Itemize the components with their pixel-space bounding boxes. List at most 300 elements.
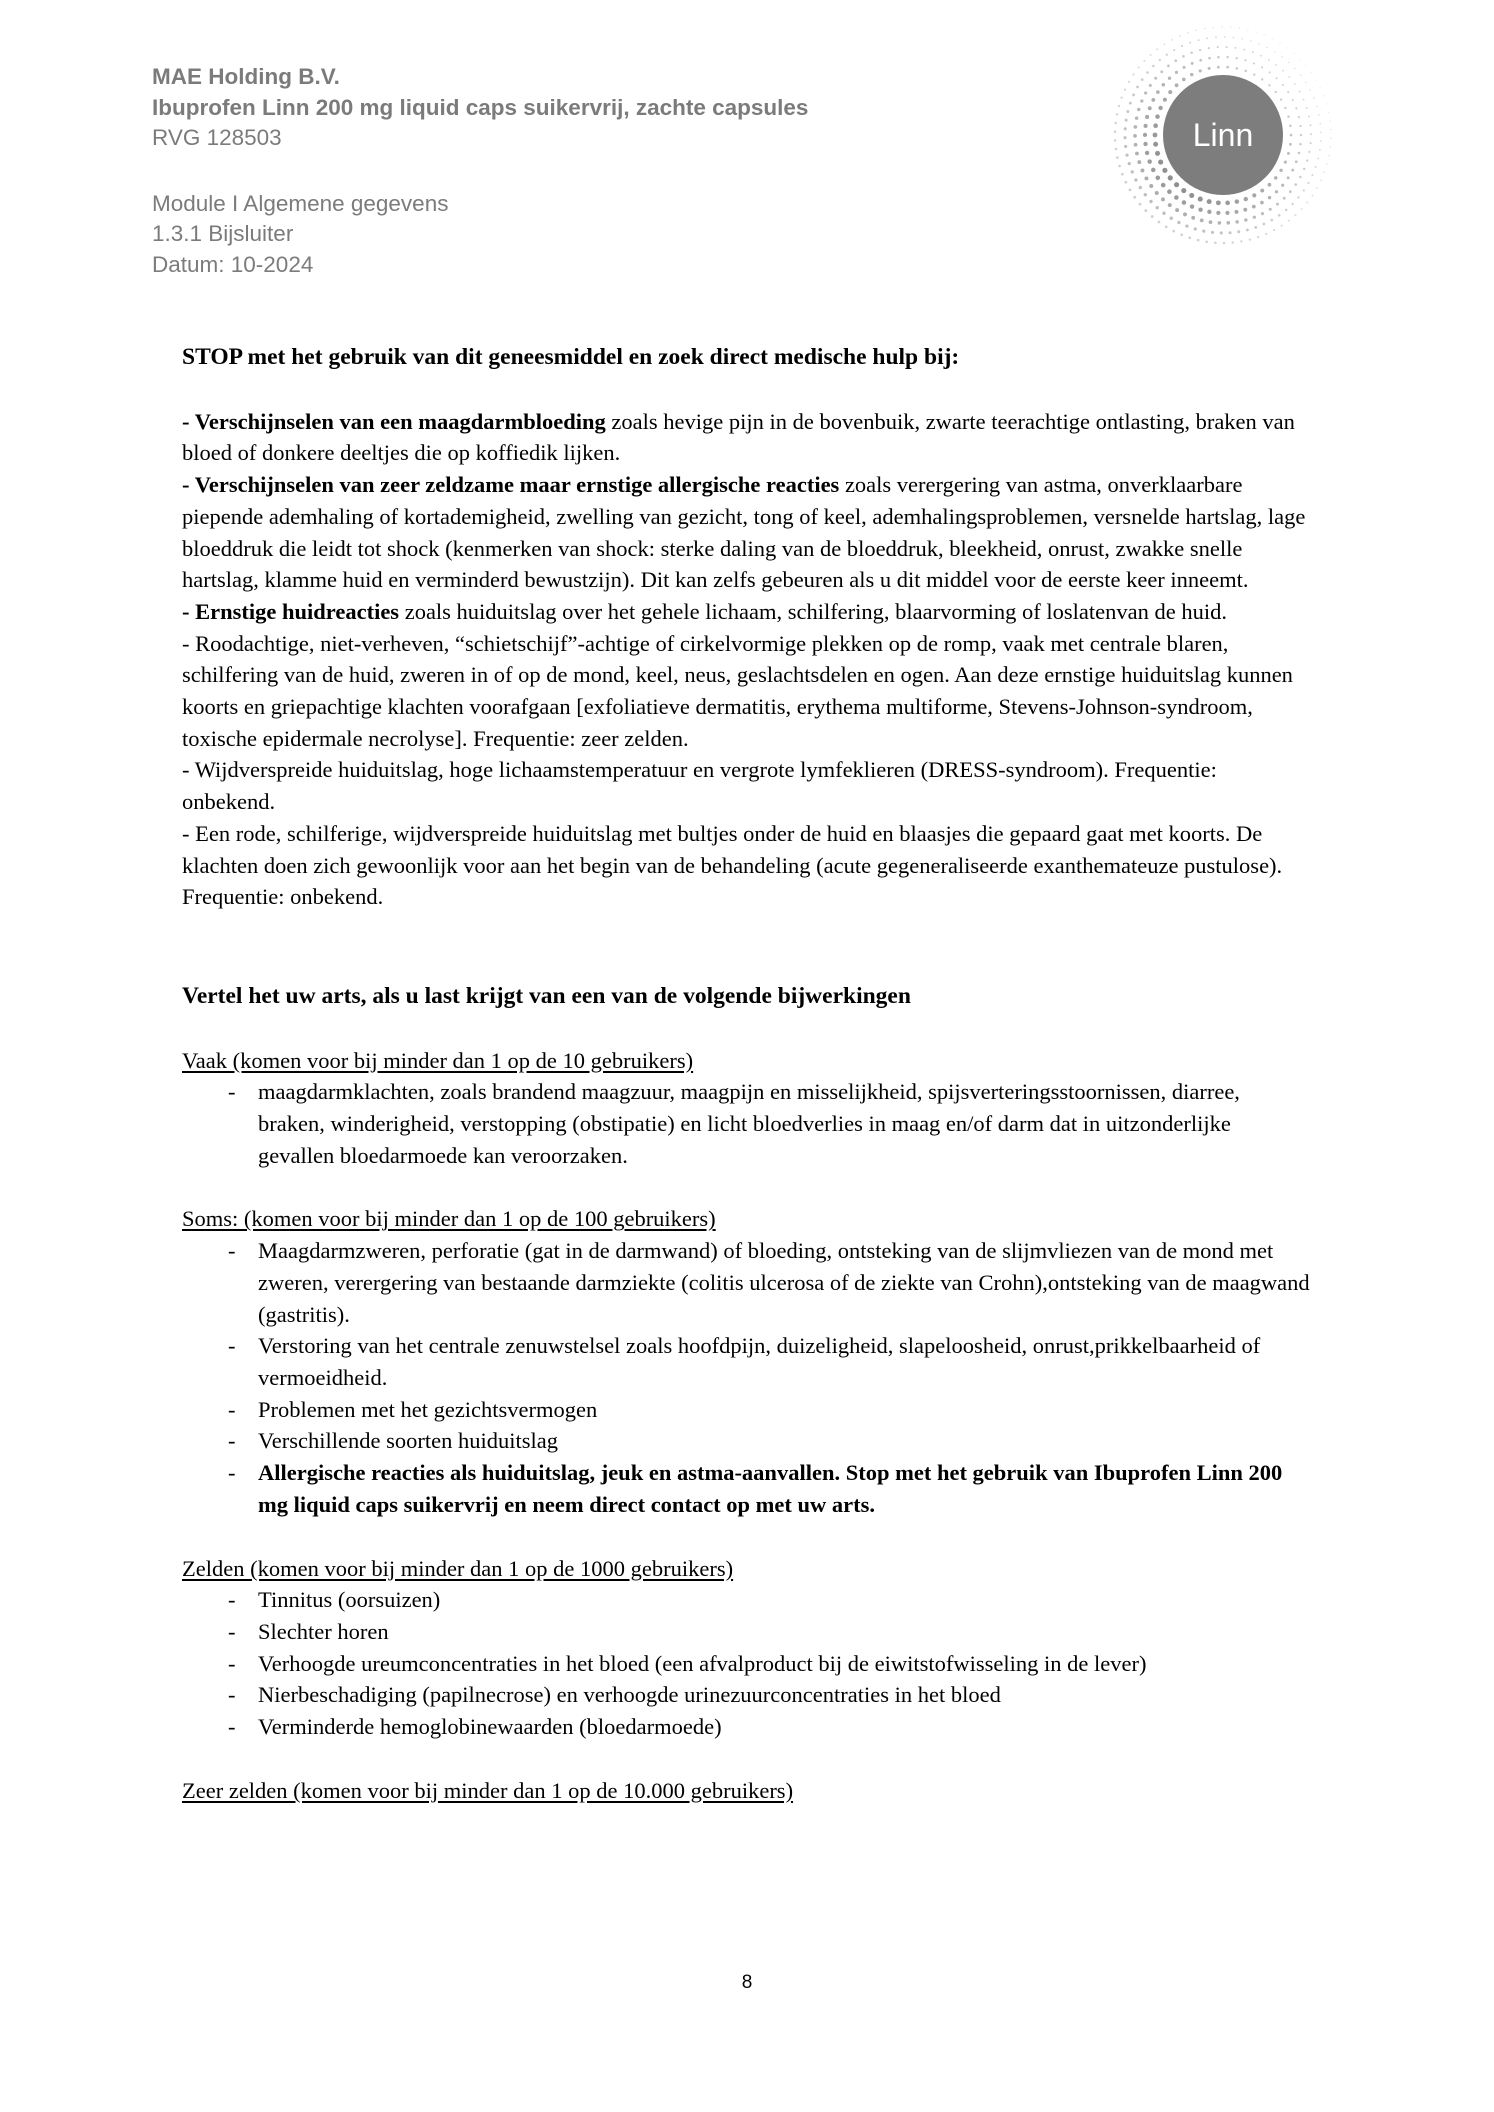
logo-dot xyxy=(1208,67,1211,70)
logo-dot xyxy=(1274,176,1278,180)
product-name: Ibuprofen Linn 200 mg liquid caps suikervrij, zachte capsules xyxy=(152,94,809,120)
logo-dot xyxy=(1179,35,1181,37)
logo-dot xyxy=(1168,175,1173,180)
logo-dot xyxy=(1300,75,1302,77)
logo-dot xyxy=(1149,200,1152,203)
logo-dot xyxy=(1247,29,1248,30)
logo-dot xyxy=(1134,125,1138,129)
logo-dot xyxy=(1297,196,1299,198)
logo-dot xyxy=(1166,54,1168,56)
logo-dot xyxy=(1317,158,1319,160)
logo-dot xyxy=(1208,47,1210,49)
logo-dot xyxy=(1216,200,1221,205)
logo-dot xyxy=(1272,38,1273,39)
logo-dot xyxy=(1158,106,1162,110)
logo-dot xyxy=(1250,40,1252,42)
logo-dot xyxy=(1253,73,1255,75)
logo-dot xyxy=(1320,140,1322,142)
logo-text: Linn xyxy=(1192,117,1254,153)
logo-dot xyxy=(1235,220,1239,224)
logo-dot xyxy=(1306,202,1308,204)
logo-dot xyxy=(1124,145,1127,148)
logo-dot xyxy=(1294,214,1296,216)
logo-dot xyxy=(1165,225,1168,228)
logo-dot xyxy=(1217,46,1219,48)
logo-dot xyxy=(1134,178,1137,181)
logo-dot xyxy=(1158,221,1161,224)
logo-dot xyxy=(1280,98,1282,100)
logo-dot xyxy=(1318,114,1320,116)
logo-dot xyxy=(1319,149,1321,151)
logo-dot xyxy=(1311,72,1312,73)
logo-dot xyxy=(1287,115,1290,118)
logo-dot xyxy=(1190,73,1193,76)
logo-dot xyxy=(1270,219,1273,222)
logo-dot xyxy=(1326,103,1327,104)
list-item: - maagdarmklachten, zoals brandend maagzuur, maagpijn en misselijkheid, spijsverteringsstoornissen, diarree, braken, winderigheid, verstopping (obstipatie) en licht bloedverlies in maag en/of darm dat in uitzonderlijke gevallen bloedarmoede kan veroorzaken. xyxy=(228,1079,1240,1168)
logo-dot xyxy=(1235,199,1240,204)
logo-dot xyxy=(1300,134,1302,136)
list-item: - Maagdarmzweren, perforatie (gat in de darmwand) of bloeding, ontsteking van de slijmvliezen van de mond met zweren, verergering van bestaande darmziekte (colitis ulcerosa of de ziekte van Crohn),ontsteking van de maagwand (gastritis). xyxy=(228,1238,1310,1327)
logo-dot xyxy=(1289,190,1292,193)
logo-dot xyxy=(1180,233,1183,236)
logo-dot xyxy=(1175,83,1179,87)
logo-dot xyxy=(1299,143,1302,146)
logo-dot xyxy=(1288,76,1290,78)
logo-dot xyxy=(1162,168,1167,173)
logo-dot xyxy=(1174,182,1179,187)
leaflet-body xyxy=(182,342,1312,1806)
logo-dot xyxy=(1151,98,1155,102)
logo-dot xyxy=(1225,211,1229,215)
logo-dot xyxy=(1182,78,1186,82)
logo-dot xyxy=(1143,60,1145,62)
logo-dot xyxy=(1287,176,1290,179)
logo-dot xyxy=(1217,66,1220,69)
logo-dot xyxy=(1207,199,1212,204)
logo-dot xyxy=(1286,47,1287,48)
stop-item-agep: - Een rode, schilferige, wijdverspreide huiduitslag met bultjes onder de huid en blaasjes die gepaard gaat met koorts. De klachten doen zich gewoonlijk voor aan het begin van de behandeling (acute gegeneraliseerde exanthemateuze pustulose). Frequentie: onbekend. xyxy=(182,820,1283,910)
logo-dot xyxy=(1116,113,1118,115)
logo-dot xyxy=(1190,52,1193,55)
logo-dot xyxy=(1189,42,1191,44)
logo-dot xyxy=(1281,56,1283,58)
logo-dot xyxy=(1216,211,1220,215)
logo-dot xyxy=(1151,215,1154,218)
logo-dot xyxy=(1285,209,1288,212)
logo-dot xyxy=(1149,184,1153,188)
logo-dot xyxy=(1226,221,1230,225)
rvg-number: RVG 128503 xyxy=(152,125,282,150)
logo-dot xyxy=(1150,54,1152,56)
logo-dot xyxy=(1295,107,1297,109)
logo-dot xyxy=(1279,169,1282,172)
logo-dot xyxy=(1128,81,1130,83)
logo-dot xyxy=(1328,155,1330,157)
logo-dot xyxy=(1128,162,1131,165)
freq-soms-label: Soms: (komen voor bij minder dan 1 op de 100 gebruikers) xyxy=(182,1206,716,1232)
logo-dot xyxy=(1143,133,1147,137)
logo-dot xyxy=(1191,216,1195,220)
logo-dot xyxy=(1206,37,1208,39)
logo-dot xyxy=(1221,26,1223,28)
logo-dot xyxy=(1281,225,1283,227)
logo-dot xyxy=(1126,110,1129,113)
logo-dot xyxy=(1282,84,1284,86)
logo-dot xyxy=(1305,82,1307,84)
section-label: 1.3.1 Bijsluiter xyxy=(152,221,294,246)
logo-dot xyxy=(1146,71,1149,74)
logo-dot xyxy=(1139,203,1142,206)
logo-dot xyxy=(1191,62,1194,65)
stop-item-skin: - Ernstige huidreacties zoals huiduitslag over het gehele lichaam, schilfering, blaarvorming of loslatenvan de huid. xyxy=(182,598,1227,624)
logo-dot xyxy=(1144,91,1147,94)
logo-dot xyxy=(1316,187,1318,189)
logo-dot xyxy=(1175,71,1178,74)
logo-dot xyxy=(1243,208,1247,212)
logo-dot xyxy=(1260,201,1264,205)
logo-dot xyxy=(1249,238,1251,240)
logo-dot xyxy=(1276,203,1279,206)
logo-dot xyxy=(1207,210,1211,214)
list-item-bold: - Allergische reacties als huiduitslag, jeuk en astma-aanvallen. Stop met het gebruik van Ibuprofen Linn 200 mg liquid caps suikervrij en neem direct contact op met uw arts. xyxy=(228,1460,1283,1517)
module-label: Module I Algemene gegevens xyxy=(152,190,449,216)
logo-dot xyxy=(1290,134,1293,137)
logo-dot xyxy=(1198,197,1203,202)
logo-dot xyxy=(1199,69,1202,72)
list-item: - Nierbeschadiging (papilnecrose) en verhoogde urinezuurconcentraties in het bloed xyxy=(228,1682,1001,1708)
stop-item-dress: - Wijdverspreide huiduitslag, hoge lichaamstemperatuur en vergrote lymfeklieren (DRESS-syndroom). Frequentie: onbekend. xyxy=(182,757,1217,815)
logo-dot xyxy=(1299,125,1301,127)
logo-dot xyxy=(1294,183,1297,186)
logo-dot xyxy=(1316,106,1318,108)
logo-dot xyxy=(1230,27,1231,28)
stop-item-target-lesions: - Roodachtige, niet-verheven, “schietschijf”-achtige of cirkelvormige plekken op de romp, vaak met centrale blaren, schilfering van de huid, zweren in of op de mond, keel, neus, geslachtsdelen en ogen. Aan deze ernstige huiduitslag kunnen koorts en griepachtige klachten voorafgaan [exfoliatieve dermatitis, erythema multiforme, Stevens-Johnson-syndroom, toxische epidermale necrolyse]. Frequentie: zeer zelden. xyxy=(182,630,1293,751)
logo-dot xyxy=(1134,143,1138,147)
logo-dot xyxy=(1293,53,1294,54)
logo-dot xyxy=(1288,62,1290,64)
logo-dot xyxy=(1244,197,1248,201)
logo-dot xyxy=(1258,43,1260,45)
logo-dot xyxy=(1245,70,1248,73)
logo-dot xyxy=(1276,77,1278,79)
logo-dot xyxy=(1266,47,1268,49)
logo-dot xyxy=(1231,241,1234,244)
logo-dot xyxy=(1144,209,1147,212)
logo-dot xyxy=(1309,124,1311,126)
logo-dot xyxy=(1315,79,1316,80)
freq-vaak-label: Vaak (komen voor bij minder dan 1 op de 10 gebruikers) xyxy=(182,1047,694,1073)
logo-dot xyxy=(1143,124,1147,128)
logo-dot xyxy=(1287,91,1289,93)
list-item: - Verhoogde ureumconcentraties in het bloed (een afvalproduct bij de eiwitstofwisseling in de lever) xyxy=(228,1650,1147,1676)
logo-dot xyxy=(1298,152,1301,155)
company-name: MAE Holding B.V. xyxy=(152,64,340,89)
logo-dot xyxy=(1200,218,1204,222)
logo-dot xyxy=(1284,107,1286,109)
logo-dot xyxy=(1138,66,1140,68)
logo-dot xyxy=(1233,37,1235,39)
logo-dot xyxy=(1256,32,1257,33)
logo-dot xyxy=(1161,183,1166,188)
logo-dot xyxy=(1156,176,1161,181)
logo-dot xyxy=(1253,216,1256,219)
document-header xyxy=(152,62,808,280)
logo-dot xyxy=(1137,160,1141,164)
logo-dot xyxy=(1307,182,1309,184)
logo-dot xyxy=(1253,62,1255,64)
logo-dot xyxy=(1199,49,1201,51)
logo-dot xyxy=(1115,148,1118,151)
logo-dot xyxy=(1121,173,1124,176)
logo-dot xyxy=(1152,65,1155,68)
logo-dot xyxy=(1132,93,1135,96)
logo-dot xyxy=(1240,240,1242,242)
logo-dot xyxy=(1168,77,1171,80)
logo-dot xyxy=(1125,119,1128,122)
logo-dot xyxy=(1124,88,1126,90)
list-item: - Problemen met het gezichtsvermogen xyxy=(228,1396,598,1422)
logo-dot xyxy=(1292,99,1294,101)
logo-dot xyxy=(1283,197,1286,200)
logo-dot xyxy=(1135,116,1139,120)
logo-dot xyxy=(1298,116,1300,118)
logo-dot xyxy=(1177,221,1180,224)
logo-dot xyxy=(1320,179,1322,181)
list-item: - Verschillende soorten huiduitslag xyxy=(228,1428,558,1454)
logo-dot xyxy=(1281,184,1284,187)
logo-dot xyxy=(1226,66,1229,69)
logo-dot xyxy=(1155,114,1160,119)
logo-dot xyxy=(1235,57,1237,59)
logo-dot xyxy=(1244,59,1246,61)
logo-dot xyxy=(1208,57,1211,60)
logo-dot xyxy=(1289,124,1292,127)
logo-dot xyxy=(1269,71,1271,73)
page-number: 8 xyxy=(741,1972,753,1993)
logo-dot xyxy=(1148,106,1152,110)
logo-dot xyxy=(1133,196,1136,199)
logo-dot xyxy=(1182,55,1185,58)
logo-dot xyxy=(1268,183,1272,187)
logo-dot xyxy=(1183,212,1187,216)
logo-dot xyxy=(1323,95,1324,96)
logo-dot xyxy=(1243,49,1245,51)
logo-dot xyxy=(1174,195,1179,200)
logo-dot xyxy=(1183,66,1186,69)
logo-dot xyxy=(1291,169,1294,172)
freq-zelden-label: Zelden (komen voor bij minder dan 1 op de 1000 gebruikers) xyxy=(182,1555,734,1581)
logo-dot xyxy=(1154,77,1157,80)
logo-dot xyxy=(1234,210,1238,214)
logo-dot xyxy=(1299,91,1301,93)
logo-dot xyxy=(1268,59,1270,61)
logo-dot xyxy=(1246,228,1249,231)
logo-dot xyxy=(1149,84,1152,87)
logo-dot xyxy=(1289,143,1292,146)
logo-dot xyxy=(1140,99,1143,102)
tell-heading: Vertel het uw arts, als u last krijgt van een van de volgende bijwerkingen xyxy=(182,982,911,1009)
logo-dot xyxy=(1155,151,1160,156)
logo-dot xyxy=(1303,189,1305,191)
logo-dot xyxy=(1274,51,1276,53)
logo-dot xyxy=(1116,156,1119,159)
logo-dot xyxy=(1181,188,1186,193)
stop-item-gi-bleeding: - Verschijnselen van een maagdarmbloeding zoals hevige pijn in de bovenbuik, zwarte teerachtige ontlasting, braken van bloed of donkere deeltjes die op koffiedik lijken. xyxy=(182,408,1295,466)
logo-dot xyxy=(1172,230,1175,233)
logo-dot xyxy=(1129,189,1132,192)
logo-dot xyxy=(1145,115,1149,119)
logo-dot xyxy=(1114,139,1117,142)
logo-dot xyxy=(1211,231,1214,234)
logo-dot xyxy=(1264,35,1265,36)
logo-dot xyxy=(1241,38,1243,40)
logo-dot xyxy=(1287,152,1290,155)
logo-dot xyxy=(1135,152,1139,156)
logo-dot xyxy=(1263,223,1266,226)
logo-dot xyxy=(1174,59,1177,62)
logo-dot xyxy=(1275,64,1277,66)
logo-dot xyxy=(1145,151,1149,155)
logo-dot xyxy=(1284,161,1287,164)
logo-dot xyxy=(1229,231,1232,234)
logo-dot xyxy=(1132,73,1134,75)
logo-dot xyxy=(1182,200,1187,205)
list-item: - Verstoring van het centrale zenuwstelsel zoals hoofdpijn, duizeligheid, slapeloosheid, onrust,prikkelbaarheid of vermoeidheid. xyxy=(228,1333,1261,1390)
logo-dot xyxy=(1163,43,1165,45)
logo-dot xyxy=(1215,36,1217,38)
logo-dot xyxy=(1161,197,1165,201)
date-label: Datum: 10-2024 xyxy=(152,251,314,277)
logo-dot xyxy=(1252,205,1256,209)
logo-dot xyxy=(1171,39,1173,41)
logo-dot xyxy=(1308,116,1310,118)
logo-dot xyxy=(1156,206,1159,209)
logo-dot xyxy=(1305,65,1306,66)
logo-dot xyxy=(1330,138,1331,139)
logo-dot xyxy=(1252,193,1256,197)
logo-dot xyxy=(1158,160,1163,165)
logo-dot xyxy=(1291,203,1293,205)
logo-dot xyxy=(1133,134,1137,138)
logo-dot xyxy=(1124,127,1127,130)
logo-dot xyxy=(1144,193,1147,196)
logo-dot xyxy=(1244,218,1247,221)
logo-dot xyxy=(1275,190,1278,193)
logo-dot xyxy=(1268,196,1271,199)
logo-dot xyxy=(1173,49,1175,51)
logo-dot xyxy=(1223,242,1226,245)
logo-dot xyxy=(1198,207,1202,211)
logo-dot xyxy=(1212,27,1214,29)
logo-dot xyxy=(1202,229,1205,232)
logo-dot xyxy=(1167,189,1172,194)
logo-dot xyxy=(1188,236,1191,239)
logo-dot xyxy=(1236,67,1239,70)
logo-dot xyxy=(1225,201,1230,206)
logo-dot xyxy=(1187,32,1189,34)
logo-dot xyxy=(1252,51,1254,53)
logo-dot xyxy=(1282,70,1284,72)
logo-dot xyxy=(1288,220,1290,222)
logo-dot xyxy=(1330,146,1332,148)
logo-dot xyxy=(1131,170,1134,173)
logo-dot xyxy=(1218,221,1222,225)
logo-dot xyxy=(1319,123,1321,125)
list-item: - Tinnitus (oorsuizen) xyxy=(228,1587,441,1613)
logo-dot xyxy=(1156,90,1160,94)
logo-dot xyxy=(1189,193,1194,198)
logo-dot xyxy=(1294,83,1296,85)
logo-dot xyxy=(1199,59,1202,62)
logo-dot xyxy=(1310,133,1312,135)
linn-logo xyxy=(1108,20,1338,250)
logo-dot xyxy=(1328,112,1329,113)
logo-dot xyxy=(1144,176,1148,180)
logo-dot xyxy=(1268,84,1270,86)
logo-dot xyxy=(1209,220,1213,224)
logo-dot xyxy=(1220,231,1223,234)
logo-dot xyxy=(1261,78,1263,80)
logo-dot xyxy=(1190,204,1194,208)
logo-dot xyxy=(1139,186,1142,189)
logo-dot xyxy=(1125,153,1128,156)
logo-dot xyxy=(1224,36,1226,38)
logo-dot xyxy=(1125,181,1128,184)
logo-dot xyxy=(1162,83,1166,87)
logo-dot xyxy=(1234,47,1236,49)
logo-dot xyxy=(1153,123,1158,128)
logo-dot xyxy=(1194,227,1197,230)
logo-dot xyxy=(1324,171,1326,173)
logo-dot xyxy=(1156,48,1158,50)
logo-dot xyxy=(1181,45,1183,47)
logo-dot xyxy=(1301,208,1303,210)
logo-dot xyxy=(1114,122,1117,125)
logo-dot xyxy=(1330,129,1331,130)
logo-dot xyxy=(1214,241,1217,244)
logo-dot xyxy=(1168,203,1172,207)
logo-dot xyxy=(1306,107,1308,109)
logo-dot xyxy=(1147,159,1152,164)
logo-dot xyxy=(1309,89,1311,91)
logo-dot xyxy=(1265,233,1267,235)
logo-dot xyxy=(1195,30,1197,32)
logo-dot xyxy=(1175,208,1179,212)
logo-dot xyxy=(1260,55,1262,57)
logo-dot xyxy=(1308,151,1310,153)
logo-dot xyxy=(1254,226,1257,229)
logo-dot xyxy=(1303,99,1305,101)
logo-dot xyxy=(1170,217,1173,220)
logo-dot xyxy=(1118,105,1120,107)
logo-dot xyxy=(1185,224,1188,227)
logo-dot xyxy=(1129,102,1132,105)
logo-dot xyxy=(1160,70,1163,73)
logo-dot xyxy=(1136,86,1139,89)
logo-dot xyxy=(1155,191,1159,195)
logo-dot xyxy=(1237,230,1240,233)
logo-dot xyxy=(1239,28,1240,29)
logo-dot xyxy=(1123,136,1126,139)
logo-dot xyxy=(1198,39,1200,41)
logo-dot xyxy=(1329,120,1330,121)
logo-dot xyxy=(1273,229,1275,231)
logo-dot xyxy=(1143,142,1147,146)
logo-dot xyxy=(1153,133,1158,138)
logo-dot xyxy=(1261,212,1264,215)
logo-dot xyxy=(1311,174,1313,176)
